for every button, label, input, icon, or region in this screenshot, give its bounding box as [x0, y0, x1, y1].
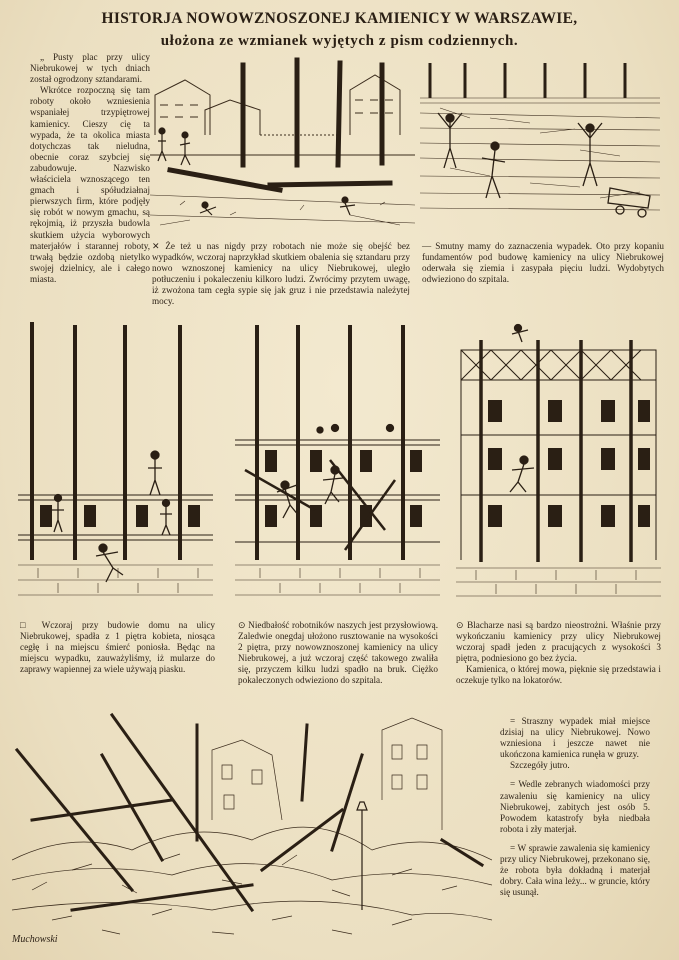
illustration-collapsed-ruins: [12, 710, 492, 950]
caption-flagpoles: ✕ Że też u nas nigdy przy robotach nie może się obejść bez wypadków, wczoraj naprzykład skutkiem obalenia się sztandaru przy nowo wznoszonej kamienicy na ulicy Niebrukowej, uległo potłuczeniu i pokaleczeniu kilkoro ludzi. Zwrócimy przytem uwagę, iż zwożona tam cegła sypie się jak gruz i nie przedstawia należytej mocy.: [152, 241, 410, 307]
illustration-roofer-falls: [456, 320, 661, 605]
artist-signature: Muchowski: [12, 934, 58, 945]
page-title: HISTORJA NOWOWZNOSZONEJ KAMIENICY W WARSZAWIE,: [101, 10, 578, 27]
caption-roofer: [456, 620, 661, 687]
caption-roofer-paragraph-1: ⊙ Blacharze nasi są bardzo nieostrożni. Właśnie przy wykończaniu kamienicy przy ulicy Niebrukowej wczoraj spadł jeden z pracujących z wysokości 3 piętra, podniesiono go bez życia.: [456, 620, 661, 664]
illustration-excavation-collapse: [420, 58, 660, 233]
illustration-flagpoles-fall: [150, 55, 415, 230]
final-reports: [500, 716, 650, 898]
intro-text: [30, 52, 150, 285]
final-report-3: = W sprawie zawalenia się kamienicy przy ulicy Niebrukowej, przekonano się, że robota była dokładną i materjał dobry. Cała wina leży... w gruncie, który się usunął.: [500, 842, 650, 898]
final-report-1: = Straszny wypadek miał miejsce dzisiaj na ulicy Niebrukowej. Nowo wzniesiona i jeszcze nawet nie ukończona kamienica runęła w gruzy.: [500, 716, 650, 760]
caption-scaffolding: ⊙ Niedbałość robotników naszych jest przysłowiową. Zaledwie onegdaj ułożono rusztowanie na wysokości 2 piętra, przy nowowznoszonej kamienicy na ulicy Niebrukowej, a już wczoraj część takowego zwaliła się, przyczem kilku ludzi spadło na bruk. Ciężko pokaleczonych odwieziono do szpitala.: [238, 620, 438, 686]
intro-paragraph-1: „ Pusty plac przy ulicy Niebrukowej w tych dniach został ogrodzony sztandarami.: [30, 52, 150, 85]
page-subtitle: ułożona ze wzmianek wyjętych z pism codziennych.: [160, 33, 519, 49]
caption-excavation: — Smutny mamy do zaznaczenia wypadek. Oto przy kopaniu fundamentów pod budowę kamienicy na ulicy Niebrukowej oderwała się ziemia i zasypała pięciu ludzi. Wydobytych odwieziono do szpitala.: [422, 241, 664, 285]
illustration-woman-falls: [18, 320, 213, 605]
final-report-2: = Wedle zebranych wiadomości przy zawaleniu się kamienicy na ulicy Niebrukowej, zabitych jest osób 5. Powodem katastrofy była niedbała robota i zły materjał.: [500, 779, 650, 834]
caption-woman-falls: □ Wczoraj przy budowie domu na ulicy Niebrukowej, spadła z 1 piętra kobieta, niosąca cegłę i na miejscu śmierć poniosła. Będąc na miejscu wypadku, zauważyliśmy, iż mularze do zaprawy wapiennej za wiele używają piasku.: [20, 620, 215, 675]
final-report-1-note: Szczegóły jutro.: [510, 760, 570, 771]
caption-roofer-paragraph-2: Kamienica, o której mowa, pięknie się przedstawia i oczekuje tylko na lokatorów.: [456, 664, 661, 686]
intro-paragraph-2: Wkrótce rozpoczną się tam roboty około wzniesienia wspaniałej trzypiętrowej kamienicy. Cieszy cię ta wypada, że ta okolica miasta dotychczas tak nieludna, obecnie coraz szybciej się zabudowuje. Nazwisko właściciela wznoszącego ten gmach i spółudziałnaj pierwszych firm, które podjęły się robót w nowym gmachu, są rękojmią, iż przyszła budowla skutkiem użycia wyborowych materjałów i starannej roboty, trwałą będzie ozdobą nietylko swojej dzielnicy, ale i całego miasta.: [30, 85, 150, 284]
illustration-scaffolding-collapse: [235, 320, 440, 605]
